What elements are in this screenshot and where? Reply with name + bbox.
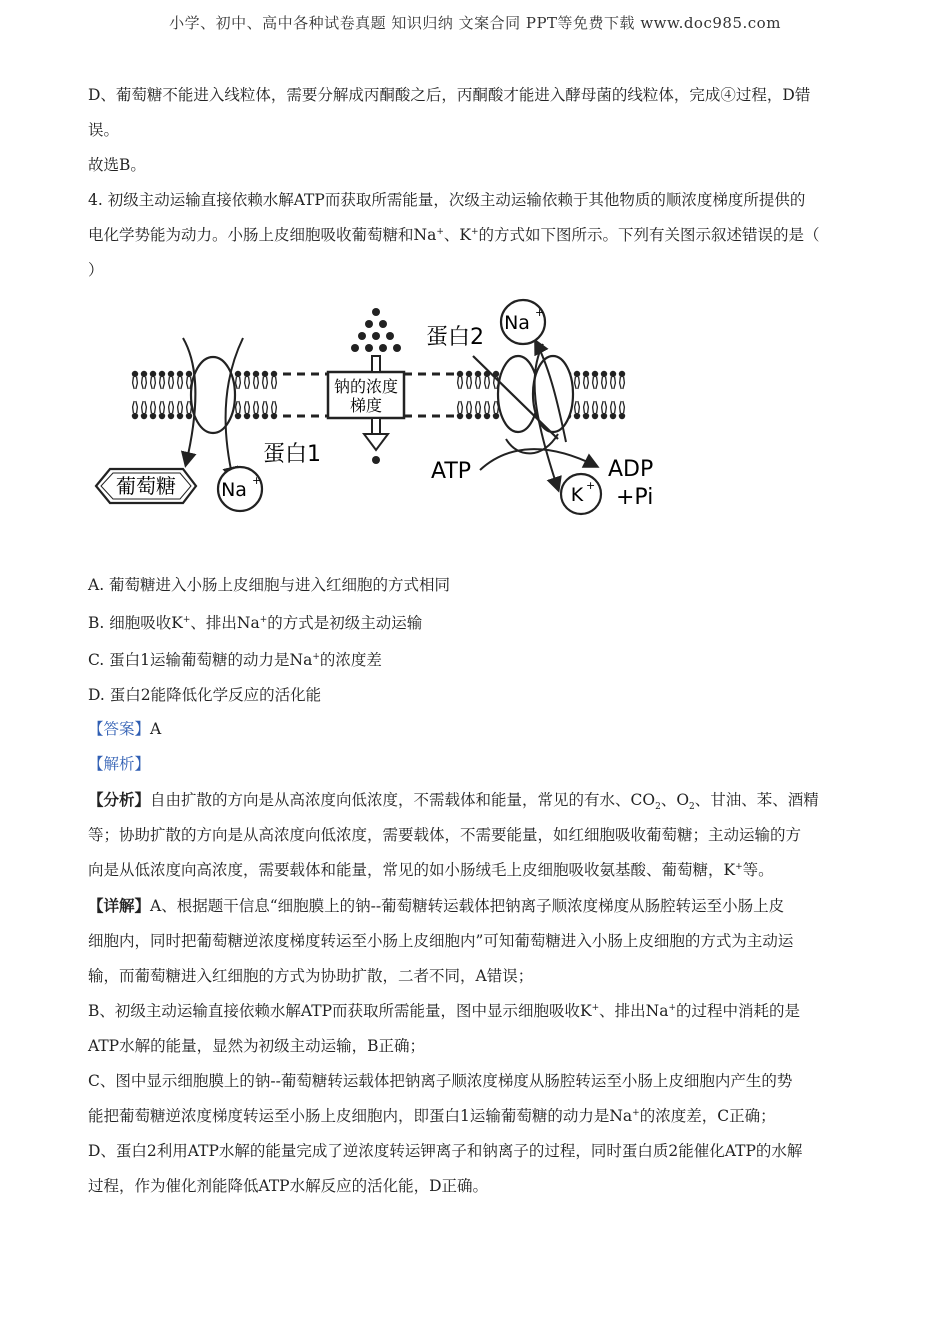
detail-b-line1: B、初级主动运输直接依赖水解ATP而获取所需能量，图中显示细胞吸收K+、排出Na+的过程中消耗的是 [88,1002,801,1021]
option-c: C. 蛋白1运输葡萄糖的动力是Na+的浓度差 [88,651,382,670]
k-ion-inside [561,474,601,514]
answer-value: A [150,720,162,739]
document-body [88,78,866,1204]
answer-label: 【答案】 [88,720,151,739]
option-a: A. 葡萄糖进入小肠上皮细胞与进入红细胞的方式相同 [88,576,451,594]
question-stem-line1: 4. 初级主动运输直接依赖水解ATP而获取所需能量，次级主动运输依赖于其他物质的顺浓度梯度所提供的 [88,191,806,209]
membrane-diagram [88,294,868,544]
atp-hydrolysis [431,449,653,510]
prev-option-d-line1: D、葡萄糖不能进入线粒体，需要分解成丙酮酸之后，丙酮酸才能进入酵母菌的线粒体，完成④过程，D错 [88,86,811,104]
detail-d-line2: 过程，作为催化剂能降低ATP水解反应的活化能，D正确。 [88,1177,489,1196]
glucose-node [96,469,196,503]
protein2-label: 蛋白2 [426,325,484,350]
prev-option-d-line2: 误。 [88,121,120,139]
detail-a-line3: 输，而葡萄糖进入红细胞的方式为协助扩散，二者不同，A错误； [88,967,534,986]
na-ion-inside [218,467,262,511]
atp-label: ATP [431,459,472,484]
svg-text:Na: Na [221,479,247,501]
question-stem-line3: ） [88,261,104,279]
svg-text:+: + [252,474,262,487]
svg-text:+: + [535,306,545,319]
analysis-label: 【解析】 [88,755,151,774]
membrane-transport-figure [88,294,868,544]
page-header[interactable]: 小学、初中、高中各种试卷真题 知识归纳 文案合同 PPT等免费下载 www.doc985.com [169,14,781,32]
prev-choice: 故选B。 [88,156,146,174]
detail-c-line1: C、图中显示细胞膜上的钠--葡萄糖转运载体把钠离子顺浓度梯度从肠腔转运至小肠上皮细胞内产生的势 [88,1072,793,1091]
adp-label: ADP [608,457,654,482]
protein-1-transporter [183,338,321,479]
protein1-label: 蛋白1 [263,442,321,467]
na-ion-outside [501,300,545,344]
gradient-label-1: 钠的浓度 [333,377,399,396]
detail-b-line2: ATP水解的能量，显然为初级主动运输，B正确； [88,1037,426,1056]
answer-line [88,712,866,747]
fenxi-line3: 向是从低浓度向高浓度，需要载体和能量，常见的如小肠绒毛上皮细胞吸收氨基酸、葡萄糖，K+等。 [88,861,774,880]
fenxi-line2: 等；协助扩散的方向是从高浓度向低浓度，需要载体，不需要能量，如红细胞吸收葡萄糖；主动运输的方 [88,826,802,845]
svg-text:Na: Na [504,312,530,334]
question-stem-line2: 电化学势能为动力。小肠上皮细胞吸收葡萄糖和Na+、K+的方式如下图所示。下列有关图示叙述错误的是（ [88,226,820,244]
glucose-label: 葡萄糖 [116,474,176,498]
svg-text:+: + [586,479,596,492]
gradient-label-2: 梯度 [349,396,383,415]
detail-d-line1: D、蛋白2利用ATP水解的能量完成了逆浓度转运钾离子和钠离子的过程，同时蛋白质2能催化ATP的水解 [88,1142,803,1161]
option-d: D. 蛋白2能降低化学反应的活化能 [88,685,322,704]
svg-text:K: K [570,484,584,506]
pi-label: +Pi [616,485,654,510]
detail-a-line2: 细胞内，同时把葡萄糖逆浓度梯度转运至小肠上皮细胞内”可知葡萄糖进入小肠上皮细胞的方式为主动运 [88,932,794,951]
option-b: B. 细胞吸收K+、排出Na+的方式是初级主动运输 [88,613,423,632]
fenxi-line1: 【分析】自由扩散的方向是从高浓度向低浓度，不需载体和能量，常见的有水、$CO_2$、$O_2$、甘油、苯、酒精 [88,790,819,813]
sodium-gradient-box [328,308,404,464]
detail-c-line2: 能把葡萄糖逆浓度梯度转运至小肠上皮细胞内，即蛋白1运输葡萄糖的动力是Na+的浓度差，C正确； [88,1107,776,1126]
detail-a-line1: 【详解】A、根据题干信息“细胞膜上的钠--葡萄糖转运载体把钠离子顺浓度梯度从肠腔转运至小肠上皮 [88,896,785,916]
